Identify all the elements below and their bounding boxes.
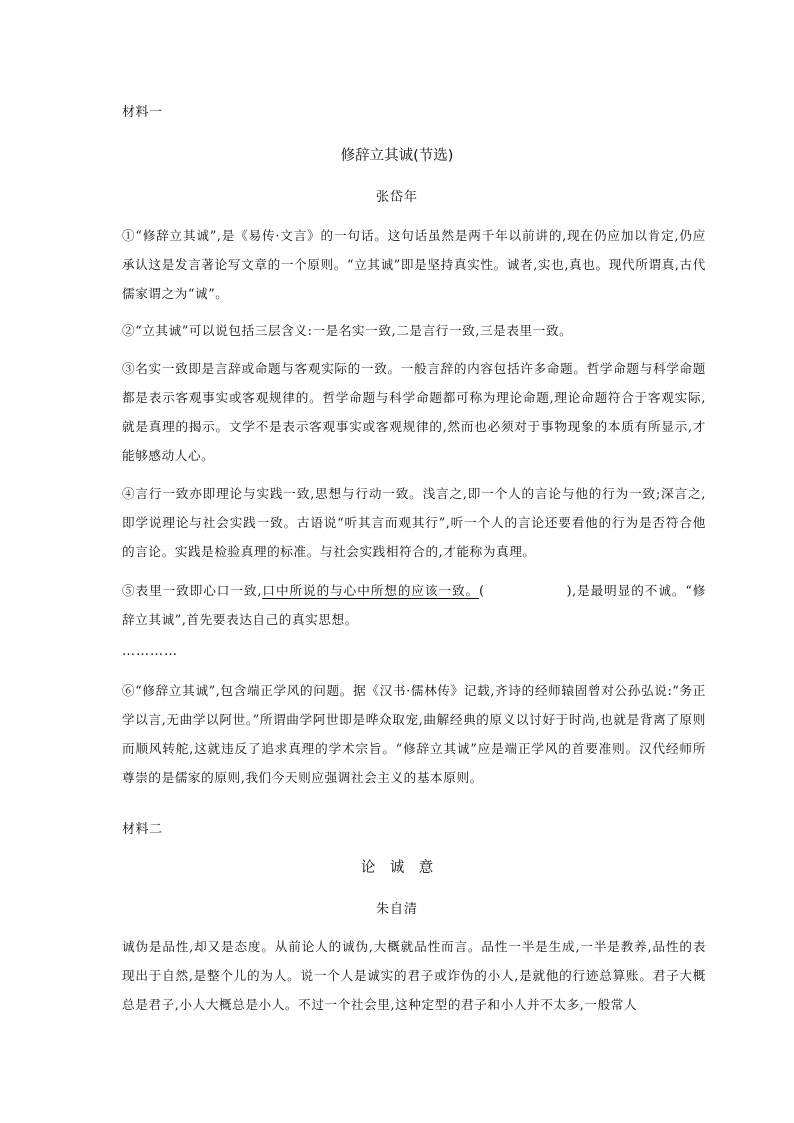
- material2-author: 朱自清: [375, 902, 418, 917]
- material2-title: 论 诚 意: [360, 860, 434, 876]
- ellipsis: …………: [122, 644, 178, 659]
- material1-paragraph-5: ⑤表里一致即心口一致,口中所说的与心中所想的应该一致。( ),是最明显的不诚。“修辞立其诚”,首先要表达自己的真实思想。: [122, 583, 707, 627]
- material1-label: 材料一: [122, 105, 163, 120]
- material2-paragraph-1: 诚伪是品性,却又是态度。从前论人的诚伪,大概就品性而言。品性一半是生成,一半是教养,品性的表现出于自然,是整个儿的为人。说一个人是诚实的君子或诈伪的小人,是就他的行迹总算账。君子大概总是君子,小人大概总是小人。不过一个社会里,这种定型的君子和小人并不太多,一般常人: [122, 939, 706, 1012]
- material1-paragraph-4: ④言行一致亦即理论与实践一致,思想与行动一致。浅言之,即一个人的言论与他的行为一致;深言之,即学说理论与社会实践一致。古语说“听其言而观其行”,听一个人的言论还要看他的行为是否符合他的言论。实践是检验真理的标准。与社会实践相符合的,才能称为真理。: [122, 486, 706, 559]
- material1-author: 张岱年: [375, 190, 418, 205]
- material1-paragraph-2: ②“立其诚”可以说包括三层含义:一是名实一致,二是言行一致,三是表里一致。: [122, 323, 573, 338]
- material2-label: 材料二: [122, 822, 163, 837]
- material1-paragraph-3: ③名实一致即是言辞或命题与客观实际的一致。一般言辞的内容包括许多命题。哲学命题与科学命题都是表示客观事实或客观规律的。哲学命题与科学命题都可称为理论命题,理论命题符合于客观实际,就是真理的揭示。文学不是表示客观事实或客观规律的,然而也必须对于事物现象的本质有所显示,才能够感动人心。: [122, 361, 706, 463]
- material1-paragraph-6: ⑥“修辞立其诚”,包含端正学风的问题。据《汉书·儒林传》记载,齐诗的经师辕固曾对公孙弘说:“务正学以言,无曲学以阿世。”所谓曲学阿世即是哗众取宠,曲解经典的原义以讨好于时尚,也就是背离了原则而顺风转舵,这就违反了追求真理的学术宗旨。“修辞立其诚”应是端正学风的首要准则。汉代经师所尊崇的是儒家的原则,我们今天则应强调社会主义的基本原则。: [122, 683, 706, 785]
- material1-paragraph-1: ①“修辞立其诚”,是《易传·文言》的一句话。这句话虽然是两千年以前讲的,现在仍应加以肯定,仍应承认这是发言著论写文章的一个原则。“立其诚”即是坚持真实性。诚者,实也,真也。现代所谓真,古代儒家谓之为“诚”。: [122, 228, 706, 301]
- underlined-sentence: 口中所说的与心中所想的应该一致。: [262, 583, 480, 598]
- material1-title: 修辞立其诚(节选): [340, 148, 454, 164]
